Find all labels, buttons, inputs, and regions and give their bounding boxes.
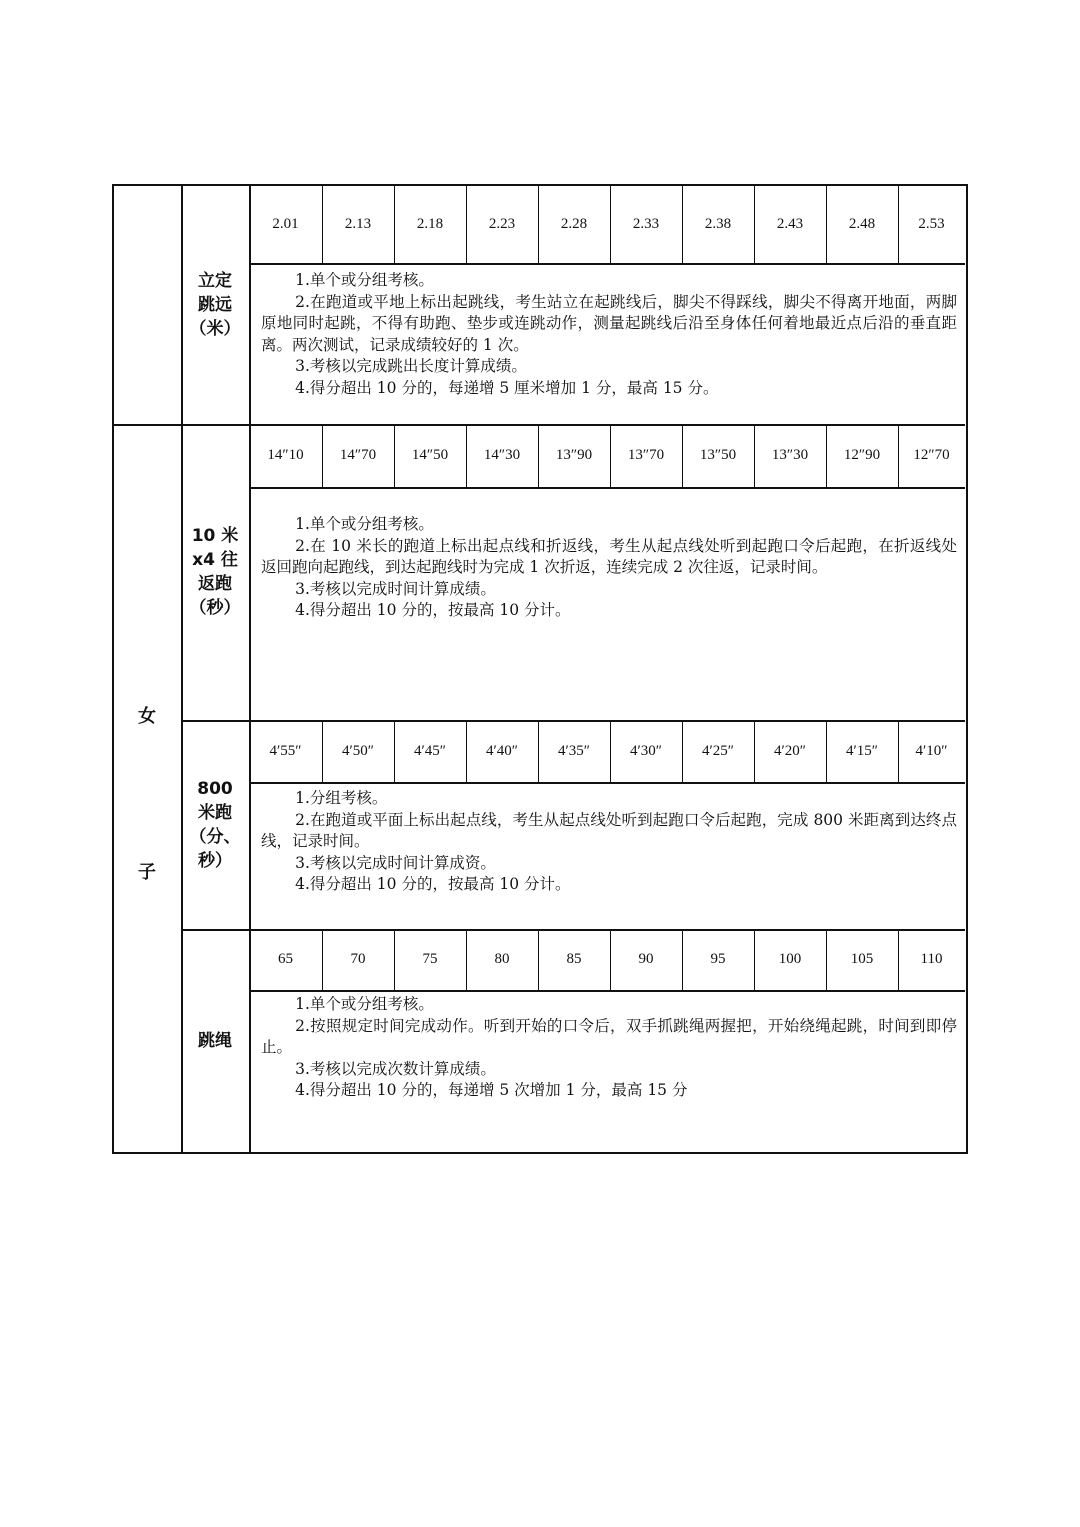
- rule-item: 1.单个或分组考核。: [295, 515, 434, 533]
- event-rules: [261, 270, 957, 399]
- event-label-line: x4 往: [192, 550, 238, 570]
- score-value-cell: 14″30: [483, 447, 521, 463]
- score-value-cell: 14″50: [411, 447, 449, 463]
- score-value-cell: 14″10: [267, 447, 304, 463]
- values-row-divider: [249, 990, 965, 992]
- event-rules: [261, 788, 957, 896]
- event-label-line: 立定: [198, 271, 232, 291]
- event-label-line: 秒）: [198, 850, 232, 871]
- score-value-cell: 4′55″: [269, 742, 302, 759]
- score-value-cell: 4′35″: [557, 742, 591, 759]
- score-value-cell: 70: [350, 951, 366, 967]
- event-rules: [261, 994, 957, 1102]
- rule-item: 2.在跑道或平地上标出起跳线，考生站立在起跳线后，脚尖不得踩线，脚尖不得离开地面，两脚原地同时起跳，不得有助跑、垫步或连跳动作，测量起跳线后沿至身体任何着地最近点后沿的垂直距离。两次测试，记录成绩较好的 1 次。: [261, 292, 957, 354]
- score-value-cell: 2.43: [776, 216, 804, 232]
- score-value-cell: 4′10″: [915, 742, 948, 759]
- event-label: [181, 929, 249, 1152]
- score-value-cell: 13″50: [699, 447, 737, 463]
- event-label: [181, 186, 249, 424]
- gender-label-char-2: 子: [138, 862, 156, 883]
- event-label-line: 跳绳: [198, 1030, 232, 1051]
- rule-item: 4.得分超出 10 分的，每递增 5 次增加 1 分，最高 15 分: [295, 1081, 688, 1099]
- values-row-divider: [249, 487, 965, 489]
- rule-item: 3.考核以完成跳出长度计算成绩。: [295, 357, 527, 375]
- score-value-cell: 2.38: [704, 216, 732, 232]
- score-value-cell: 4′30″: [629, 742, 663, 759]
- score-value-cell: 65: [278, 951, 293, 967]
- score-value-cell: 75: [422, 951, 438, 967]
- event-label-line: 跳远: [198, 295, 232, 315]
- rule-item: 2.在 10 米长的跑道上标出起点线和折返线，考生从起点线处听到起跑口令后起跑，在折返线处返回跑向起跑线，到达起跑线时为完成 1 次折返，连续完成 2 次往返，记录时间。: [261, 536, 957, 576]
- score-value-cell: 85: [566, 951, 582, 967]
- score-value-cell: 4′25″: [701, 742, 735, 759]
- score-value-cell: 110: [920, 951, 943, 967]
- score-value-cell: 2.01: [272, 216, 299, 232]
- rule-item: 3.考核以完成时间计算成绩。: [295, 579, 496, 598]
- event-label-line: （米）: [189, 319, 241, 339]
- score-value-cell: 4′15″: [845, 742, 879, 759]
- score-value-cell: 95: [710, 951, 726, 967]
- score-value-cell: 2.13: [344, 216, 372, 232]
- event-label-line: 米跑: [198, 802, 232, 823]
- rule-item: 2.在跑道或平面上标出起点线，考生从起点线处听到起跑口令后起跑，完成 800 米距离到达终点线，记录时间。: [261, 810, 957, 850]
- score-value-cell: 13″70: [627, 447, 665, 463]
- values-row-divider: [249, 782, 965, 784]
- score-value-cell: 4′20″: [773, 742, 807, 759]
- score-value-cell: 4′50″: [341, 742, 375, 759]
- rule-item: 4.得分超出 10 分的，每递增 5 厘米增加 1 分，最高 15 分。: [295, 378, 719, 397]
- event-label-line: 10 米: [191, 526, 239, 546]
- rule-item: 4.得分超出 10 分的，按最高 10 分计。: [295, 875, 571, 893]
- score-value-cell: 14″70: [339, 447, 377, 463]
- event-label: [181, 424, 249, 720]
- score-table: [112, 184, 968, 1154]
- score-value-cell: 2.18: [416, 216, 444, 232]
- score-value-cell: 90: [638, 951, 654, 967]
- rule-item: 1.分组考核。: [295, 789, 388, 807]
- values-row-divider: [249, 263, 965, 265]
- score-value-cell: 105: [850, 951, 874, 967]
- score-value-cell: 80: [494, 951, 510, 967]
- label-column-divider: [249, 186, 251, 1152]
- score-value-cell: 2.23: [488, 216, 516, 232]
- score-value-cell: 100: [778, 951, 802, 967]
- event-label: [181, 720, 249, 929]
- score-value-cell: 2.53: [918, 216, 945, 232]
- score-value-cell: 13″90: [555, 447, 593, 463]
- score-value-cell: 4′45″: [413, 742, 447, 759]
- rule-item: 4.得分超出 10 分的，按最高 10 分计。: [295, 601, 571, 619]
- rule-item: 1.单个或分组考核。: [295, 995, 434, 1013]
- score-value-cell: 2.28: [560, 216, 588, 232]
- event-label-line: 800: [197, 778, 233, 799]
- gender-label-char-1: 女: [138, 706, 156, 727]
- score-value-cell: 12″70: [913, 447, 950, 463]
- event-label-line: 返跑: [198, 574, 232, 594]
- score-value-cell: 2.33: [632, 216, 660, 232]
- event-rules: [261, 514, 957, 622]
- score-value-cell: 13″30: [771, 447, 809, 463]
- rule-item: 2.按照规定时间完成动作。听到开始的口令后，双手抓跳绳两握把，开始绕绳起跳，时间到即停止。: [261, 1016, 957, 1056]
- gender-group-divider: [114, 424, 181, 426]
- rule-item: 3.考核以完成时间计算成资。: [295, 853, 496, 872]
- score-value-cell: 4′40″: [485, 742, 519, 759]
- score-value-cell: 2.48: [848, 216, 876, 232]
- event-label-line: （分、: [189, 826, 241, 847]
- event-label-line: （秒）: [189, 598, 241, 618]
- rule-item: 1.单个或分组考核。: [295, 271, 434, 289]
- score-value-cell: 12″90: [843, 447, 881, 463]
- rule-item: 3.考核以完成次数计算成绩。: [295, 1059, 496, 1078]
